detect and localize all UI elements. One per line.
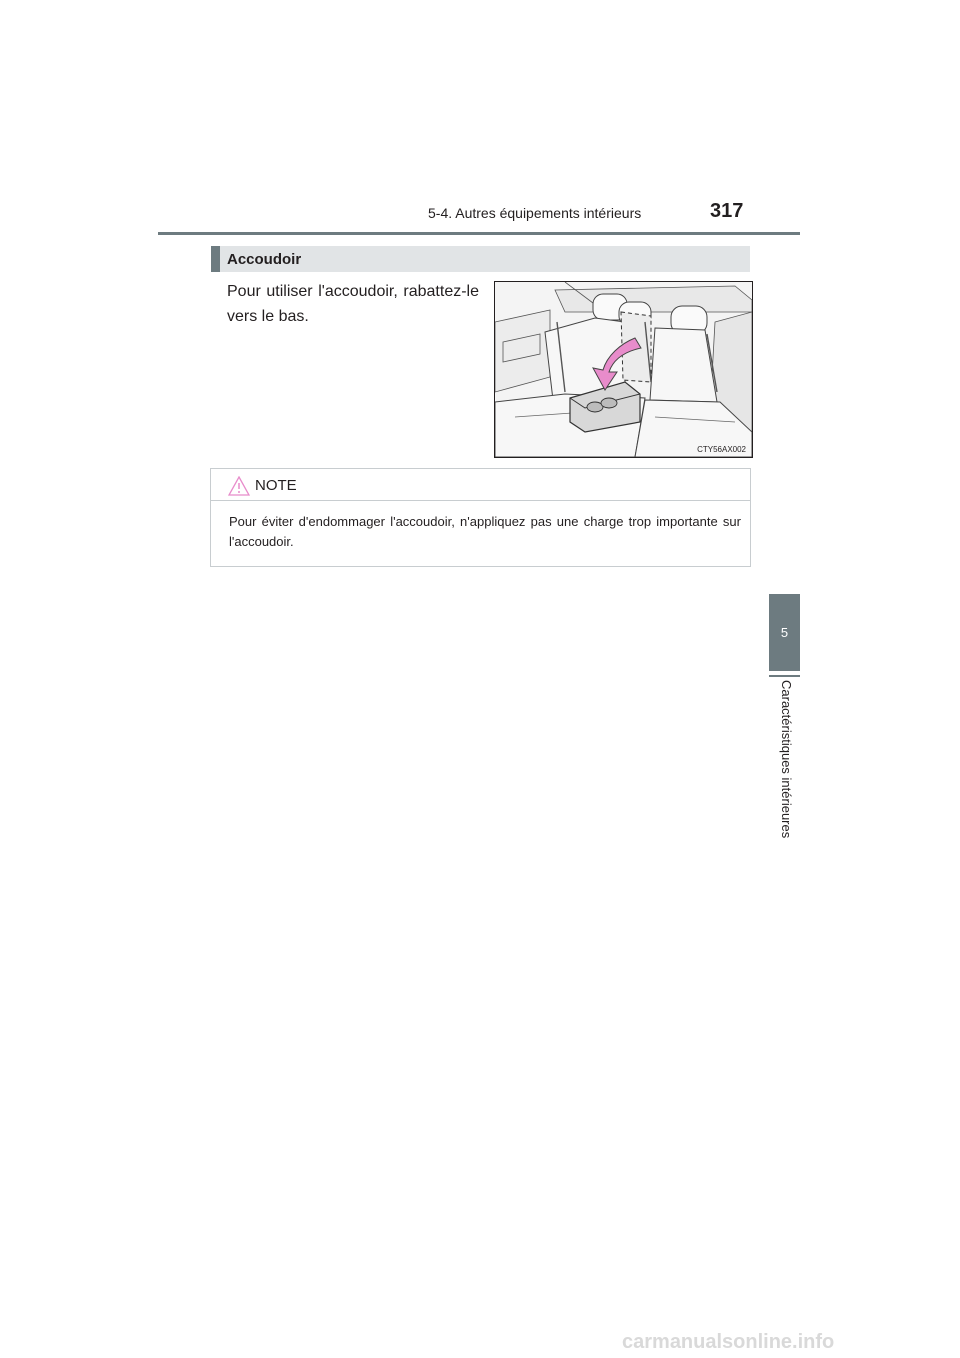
section-heading-accent xyxy=(211,246,220,272)
section-title: Accoudoir xyxy=(227,250,302,268)
running-header-section: 5-4. Autres équipements intérieurs xyxy=(428,205,642,221)
page-number: 317 xyxy=(710,200,744,222)
armrest-illustration xyxy=(494,281,753,458)
note-text: Pour éviter d'endommager l'accoudoir, n'appliquez pas une charge trop importante sur l'accoudoir. xyxy=(229,514,741,549)
chapter-title: Caractéristiques intérieures xyxy=(779,680,794,839)
chapter-tab xyxy=(769,594,800,671)
watermark-logo xyxy=(622,1330,952,1352)
svg-text:carmanualsonline.info: carmanualsonline.info xyxy=(622,1331,835,1352)
note-title: NOTE xyxy=(255,477,297,494)
warning-triangle-icon xyxy=(228,476,250,496)
note-box xyxy=(210,468,751,567)
chapter-number: 5 xyxy=(780,625,789,640)
section-heading-bar xyxy=(211,246,750,272)
figure-code: CTY56AX002 xyxy=(697,445,746,454)
rear-seat-armrest-drawing xyxy=(495,282,752,457)
chapter-tab-divider xyxy=(769,675,800,677)
section-body-text: Pour utiliser l'accoudoir, rabattez-le vers le bas. xyxy=(227,283,479,325)
header-rule xyxy=(158,232,800,235)
note-divider xyxy=(211,500,750,501)
